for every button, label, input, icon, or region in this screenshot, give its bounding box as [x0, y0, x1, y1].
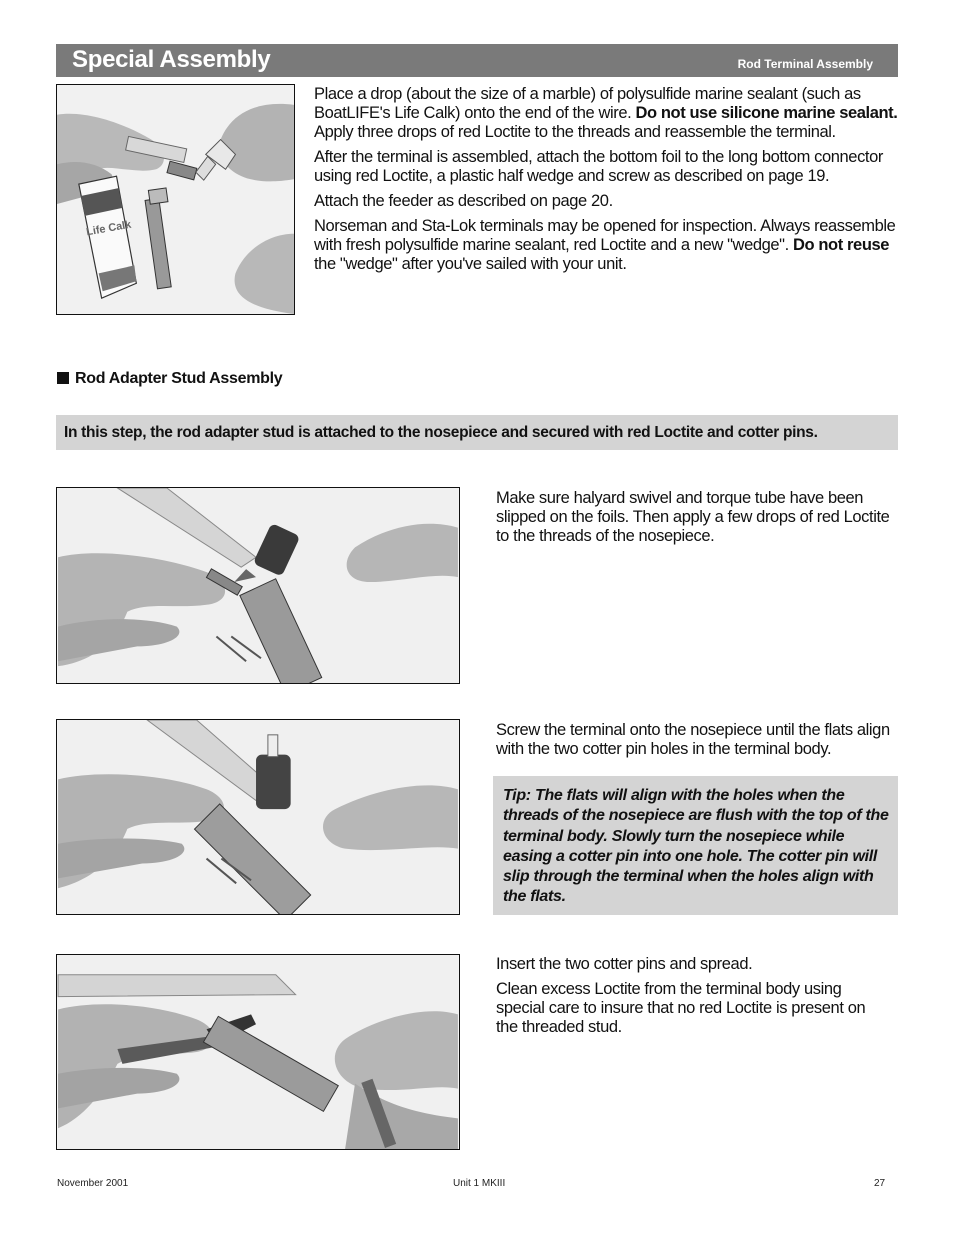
photo-apply-loctite-drawing — [57, 488, 459, 683]
photo-screw-terminal — [56, 719, 460, 915]
bullet-square-icon — [57, 372, 69, 384]
page-title: Special Assembly — [72, 46, 271, 73]
intro-paragraph-3: Attach the feeder as described on page 20. — [314, 192, 613, 210]
photo-spread-cotter-pins — [56, 954, 460, 1150]
footer-date: November 2001 — [57, 1178, 129, 1189]
warning-text-reuse: Do not reuse — [793, 236, 890, 254]
tube-label: Life Calk — [85, 218, 133, 239]
intro-paragraph-1: Place a drop (about the size of a marble) of polysulfide marine sealant (such as BoatLIFE's Life Calk) onto the end of the wire. Do not use silicone marine sealant. Apply three drops of red Loctite to the threads and reassemble the terminal. — [314, 85, 898, 141]
intro-text — [314, 85, 899, 280]
warning-text: Do not use silicone marine sealant. — [635, 104, 898, 122]
intro-paragraph-4: Norseman and Sta-Lok terminals may be opened for inspection. Always reassemble with fresh polysulfide marine sealant, red Loctite and a new "wedge". Do not reuse the "wedge" after you've sailed with your unit. — [314, 217, 896, 273]
header-bar — [56, 44, 898, 77]
section-title: Rod Terminal Assembly — [737, 57, 873, 71]
tip-text: Tip: The flats will align with the holes when the threads of the nosepiece are flush with the top of the terminal body. Slowly turn the nosepiece while easing a cotter pin into one hole. The cotter pin will slip through the terminal when the holes align with the flats. — [503, 787, 889, 906]
step-3-paragraph-2: Clean excess Loctite from the terminal body using special care to insure that no red Loctite is present on the threaded stud. — [496, 980, 866, 1036]
step-note-bar — [56, 415, 898, 450]
footer-unit: Unit 1 MKIII — [453, 1178, 506, 1189]
step-note-text: In this step, the rod adapter stud is attached to the nosepiece and secured with red Loctite and cotter pins. — [64, 424, 818, 441]
photo-screw-terminal-drawing — [57, 720, 459, 914]
photo-apply-loctite — [56, 487, 460, 684]
photo-spread-cotter-pins-drawing — [57, 955, 459, 1149]
intro-paragraph-2: After the terminal is assembled, attach the bottom foil to the long bottom connector using red Loctite, a plastic half wedge and screw as described on page 19. — [314, 148, 883, 185]
step-3-text — [496, 955, 891, 1043]
photo-sealant-terminal — [56, 84, 295, 315]
step-3-paragraph-1: Insert the two cotter pins and spread. — [496, 955, 753, 973]
step-1-text: Make sure halyard swivel and torque tube have been slipped on the foils. Then apply a few drops of red Loctite to the threads of the nosepiece. — [496, 489, 890, 545]
footer-page-number: 27 — [874, 1178, 886, 1189]
section-heading: Rod Adapter Stud Assembly — [57, 370, 282, 388]
tip-box — [493, 776, 898, 915]
photo-sealant-terminal-drawing — [57, 85, 294, 314]
step-2-text: Screw the terminal onto the nosepiece until the flats align with the two cotter pin holes in the terminal body. — [496, 721, 890, 758]
